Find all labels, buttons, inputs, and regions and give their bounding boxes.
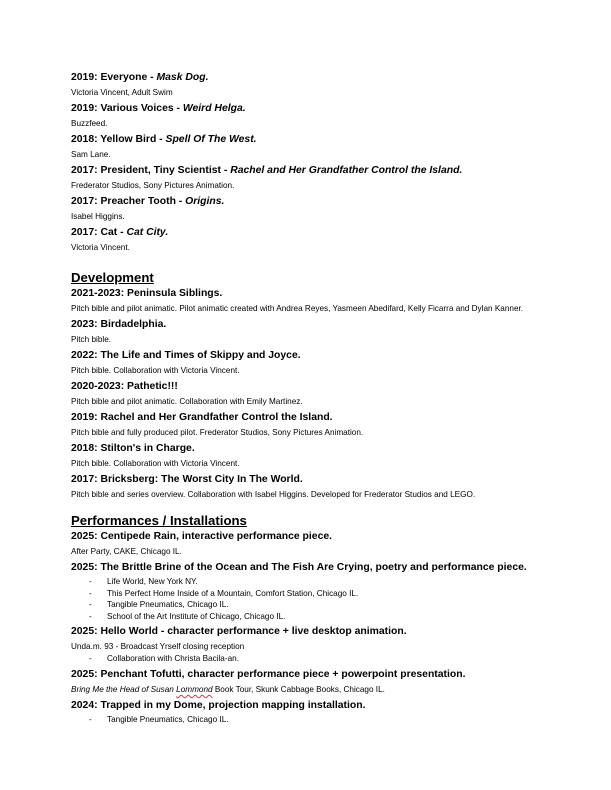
development-title: 2019: Rachel and Her Grandfather Control the Island.: [71, 412, 333, 423]
development-desc: Pitch bible and fully produced pilot. Frederator Studios, Sony Pictures Animation.: [71, 428, 364, 437]
performance-entry: [71, 530, 541, 557]
venue-list: [71, 576, 541, 622]
performance-desc: Bring Me the Head of Susan Lommond Book Tour, Skunk Cabbage Books, Chicago IL.: [71, 684, 385, 694]
list-item: - School of the Art Institute of Chicago, Chicago IL.: [89, 611, 286, 621]
credit-entry: [71, 71, 541, 98]
development-title: 2018: Stilton's in Charge.: [71, 443, 195, 454]
venue-list: [71, 653, 541, 665]
performance-entry: [71, 699, 541, 726]
credit-entry: [71, 164, 541, 191]
credit-desc: Frederator Studios, Sony Pictures Animation.: [71, 181, 235, 190]
development-desc: Pitch bible and pilot animatic. Pilot animatic created with Andrea Reyes, Yasmeen Abedifard, Kelly Ficarra and Dylan Kanner.: [71, 304, 524, 313]
credit-desc: Buzzfeed.: [71, 119, 108, 128]
credit-title: 2019: Various Voices - Weird Helga.: [71, 103, 246, 114]
performance-title: 2025: The Brittle Brine of the Ocean and The Fish Are Crying, poetry and performance piece.: [71, 562, 527, 573]
credit-desc: Sam Lane.: [71, 150, 111, 159]
development-title: 2022: The Life and Times of Skippy and Joyce.: [71, 350, 301, 361]
performance-desc: After Party, CAKE, Chicago IL.: [71, 547, 182, 556]
development-title: 2020-2023: Pathetic!!!: [71, 381, 178, 392]
performances-section: [71, 512, 541, 726]
credit-entry: [71, 195, 541, 222]
performances-heading: Performances / Installations: [71, 513, 247, 528]
credit-title: 2019: Everyone - Mask Dog.: [71, 72, 209, 83]
venue-list: [71, 714, 541, 726]
performance-desc: Unda.m. 93 - Broadcast Yrself closing reception: [71, 642, 245, 652]
credit-desc: Victoria Vincent, Adult Swim: [71, 88, 173, 97]
development-entry: [71, 411, 541, 438]
development-entry: [71, 318, 541, 345]
list-item: - Tangible Pneumatics, Chicago IL.: [89, 600, 229, 610]
development-desc: Pitch bible. Collaboration with Victoria Vincent.: [71, 366, 240, 375]
credit-title: 2017: Preacher Tooth - Origins.: [71, 196, 225, 207]
development-entry: [71, 473, 541, 500]
credit-entry: [71, 133, 541, 160]
development-entry: [71, 442, 541, 469]
credit-title: 2017: Cat - Cat City.: [71, 227, 169, 238]
performance-title: 2025: Centipede Rain, interactive performance piece.: [71, 531, 333, 542]
resume-page: [71, 71, 541, 729]
development-desc: Pitch bible and pilot animatic. Collaboration with Emily Martinez.: [71, 397, 303, 406]
development-title: 2021-2023: Peninsula Siblings.: [71, 288, 223, 299]
performance-entry: [71, 561, 541, 622]
development-heading: Development: [71, 270, 154, 285]
development-desc: Pitch bible and series overview. Collaboration with Isabel Higgins. Developed for Frederator Studios and LEGO.: [71, 490, 476, 499]
credit-entry: [71, 102, 541, 129]
development-title: 2023: Birdadelphia.: [71, 319, 167, 330]
development-entry: [71, 287, 541, 314]
development-section: [71, 269, 541, 500]
list-item: - Life World, New York NY.: [89, 577, 198, 586]
performance-title: 2025: Penchant Tofutti, character performance piece + powerpoint presentation.: [71, 668, 466, 680]
performance-entry: [71, 668, 541, 695]
development-entry: [71, 349, 541, 376]
list-item: - This Perfect Home Inside of a Mountain, Comfort Station, Chicago IL.: [89, 588, 359, 598]
credit-title: 2017: President, Tiny Scientist - Rachel and Her Grandfather Control the Island.: [71, 165, 463, 176]
performance-entry: [71, 625, 541, 665]
performance-title: 2025: Hello World - character performance + live desktop animation.: [71, 626, 407, 638]
performance-title: 2024: Trapped in my Dome, projection mapping installation.: [71, 699, 366, 711]
development-title: 2017: Bricksberg: The Worst City In The World.: [71, 474, 303, 485]
credit-desc: Victoria Vincent.: [71, 243, 130, 252]
development-desc: Pitch bible.: [71, 335, 112, 344]
list-item: - Tangible Pneumatics, Chicago IL.: [89, 714, 229, 724]
credit-entry: [71, 226, 541, 253]
credits-list: [71, 71, 541, 253]
development-entry: [71, 380, 541, 407]
credit-title: 2018: Yellow Bird - Spell Of The West.: [71, 134, 257, 145]
development-desc: Pitch bible. Collaboration with Victoria Vincent.: [71, 459, 240, 468]
credit-desc: Isabel Higgins.: [71, 212, 125, 221]
list-item: - Collaboration with Christa Bacila-an.: [89, 654, 239, 664]
